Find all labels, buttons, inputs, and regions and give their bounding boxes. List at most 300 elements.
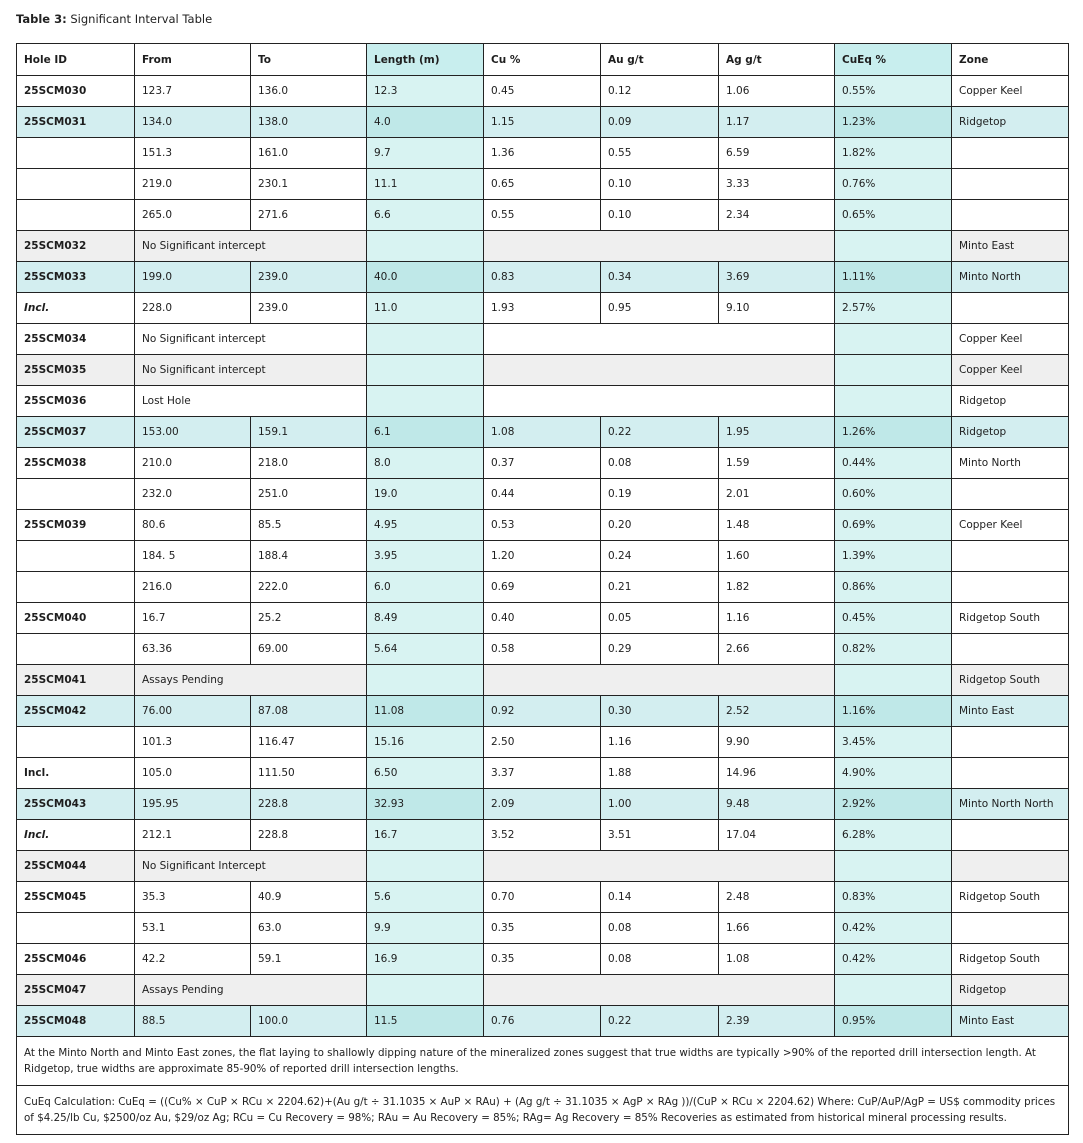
cell-empty-assays [484,231,835,262]
cell-from: 151.3 [135,138,251,169]
cell-to: 138.0 [251,107,367,138]
cell-to: 218.0 [251,448,367,479]
cell-ag: 1.08 [719,944,835,975]
cell-hole-id: 25SCM032 [17,231,135,262]
cell-length: 16.9 [367,944,484,975]
cell-zone: Copper Keel [952,355,1069,386]
cell-zone [952,138,1069,169]
cueq-calculation-note-row [17,1086,1069,1135]
cell-to: 25.2 [251,603,367,634]
table-row [17,231,1069,262]
cell-zone [952,758,1069,789]
cell-au: 0.12 [601,76,719,107]
cell-empty-assays [484,665,835,696]
cell-from: 16.7 [135,603,251,634]
cell-ag: 1.16 [719,603,835,634]
table-row [17,1006,1069,1037]
cell-hole-id: 25SCM036 [17,386,135,417]
cell-cu: 2.09 [484,789,601,820]
cell-au: 0.21 [601,572,719,603]
cell-from: 228.0 [135,293,251,324]
cell-to: 222.0 [251,572,367,603]
cell-cueq: 0.82% [835,634,952,665]
cell-from: 101.3 [135,727,251,758]
header-cueq: CuEq % [835,44,952,76]
cell-cu: 0.83 [484,262,601,293]
cell-hole-id: 25SCM041 [17,665,135,696]
cell-hole-id: 25SCM042 [17,696,135,727]
header-au: Au g/t [601,44,719,76]
cell-from: 199.0 [135,262,251,293]
cell-remark: Assays Pending [135,665,367,696]
table-row [17,882,1069,913]
cell-cueq [835,324,952,355]
cell-cu: 0.58 [484,634,601,665]
cell-cu: 1.15 [484,107,601,138]
cell-zone: Ridgetop South [952,944,1069,975]
cell-length [367,665,484,696]
cell-length: 8.49 [367,603,484,634]
cell-to: 230.1 [251,169,367,200]
cell-hole-id [17,138,135,169]
cell-hole-id: 25SCM038 [17,448,135,479]
cell-cueq [835,975,952,1006]
table-row [17,727,1069,758]
cell-to: 85.5 [251,510,367,541]
header-hole-id: Hole ID [17,44,135,76]
cell-ag: 2.01 [719,479,835,510]
cell-length [367,975,484,1006]
cell-ag: 17.04 [719,820,835,851]
cell-length: 19.0 [367,479,484,510]
cell-length: 6.50 [367,758,484,789]
cell-length [367,355,484,386]
cell-remark: No Significant intercept [135,324,367,355]
cell-au: 0.20 [601,510,719,541]
cell-from: 35.3 [135,882,251,913]
table-row [17,696,1069,727]
cell-ag: 14.96 [719,758,835,789]
cell-hole-id: 25SCM044 [17,851,135,882]
table-title-text: Significant Interval Table [66,12,213,26]
table-row [17,200,1069,231]
cell-to: 100.0 [251,1006,367,1037]
cell-cu: 0.70 [484,882,601,913]
cell-hole-id: 25SCM039 [17,510,135,541]
cell-au: 0.10 [601,200,719,231]
table-row [17,634,1069,665]
cell-empty-assays [484,324,835,355]
cell-au: 0.08 [601,944,719,975]
cell-au: 0.10 [601,169,719,200]
cell-ag: 3.69 [719,262,835,293]
cell-cu: 0.92 [484,696,601,727]
cell-cu: 0.35 [484,944,601,975]
cell-hole-id: 25SCM031 [17,107,135,138]
cell-length: 5.64 [367,634,484,665]
cell-hole-id: 25SCM047 [17,975,135,1006]
cell-cu: 0.45 [484,76,601,107]
cell-empty-assays [484,851,835,882]
cell-cu: 0.40 [484,603,601,634]
cell-hole-id [17,913,135,944]
cell-length: 11.08 [367,696,484,727]
cell-ag: 1.48 [719,510,835,541]
cell-cueq: 0.45% [835,603,952,634]
cell-from: 265.0 [135,200,251,231]
cell-ag: 1.82 [719,572,835,603]
cell-ag: 1.59 [719,448,835,479]
cell-cueq [835,231,952,262]
cell-zone [952,479,1069,510]
table-row [17,851,1069,882]
cell-cueq: 3.45% [835,727,952,758]
table-row [17,758,1069,789]
cell-cu: 1.36 [484,138,601,169]
cell-from: 76.00 [135,696,251,727]
cell-hole-id [17,727,135,758]
cell-remark: Assays Pending [135,975,367,1006]
cell-to: 40.9 [251,882,367,913]
cell-ag: 2.34 [719,200,835,231]
cell-hole-id [17,634,135,665]
table-row [17,603,1069,634]
cell-zone: Ridgetop South [952,882,1069,913]
cell-ag: 2.48 [719,882,835,913]
cell-from: 63.36 [135,634,251,665]
cell-ag: 2.52 [719,696,835,727]
cell-to: 239.0 [251,262,367,293]
cell-cu: 3.52 [484,820,601,851]
table-row [17,262,1069,293]
cell-length: 9.7 [367,138,484,169]
cell-zone: Minto North [952,448,1069,479]
cell-zone: Minto East [952,1006,1069,1037]
cell-length: 12.3 [367,76,484,107]
cell-length [367,386,484,417]
cueq-calculation-note: CuEq Calculation: CuEq = ((Cu% × CuP × RCu × 2204.62)+(Au g/t ÷ 31.1035 × AuP × RAu) + (Ag g/t ÷ 31.1035 × AgP × RAg ))/(CuP × RCu × 2204.62) Where: CuP/AuP/AgP = US$ commodity prices of $4.25/lb Cu, $2500/oz Au, $29/oz Ag; RCu = Cu Recovery = 98%; RAu = Au Recovery = 85%; RAg= Ag Recovery = 85% Recoveries as estimated from historical mineral processing results. [17,1086,1069,1135]
cell-hole-id: 25SCM043 [17,789,135,820]
cell-cueq: 0.76% [835,169,952,200]
table-row [17,448,1069,479]
cell-length: 8.0 [367,448,484,479]
table-row [17,975,1069,1006]
cell-from: 134.0 [135,107,251,138]
cell-remark: No Significant Intercept [135,851,367,882]
cell-cueq: 4.90% [835,758,952,789]
cell-cu: 0.35 [484,913,601,944]
cell-au: 0.22 [601,417,719,448]
header-cu: Cu % [484,44,601,76]
cell-cueq: 1.26% [835,417,952,448]
cell-length: 9.9 [367,913,484,944]
cell-to: 251.0 [251,479,367,510]
cell-hole-id: 25SCM033 [17,262,135,293]
cell-ag: 2.66 [719,634,835,665]
cell-cu: 0.65 [484,169,601,200]
cell-to: 159.1 [251,417,367,448]
table-row [17,510,1069,541]
table-row [17,913,1069,944]
cell-cu: 1.93 [484,293,601,324]
cell-cueq: 0.44% [835,448,952,479]
cell-ag: 1.95 [719,417,835,448]
cell-length: 11.0 [367,293,484,324]
cell-zone: Minto North [952,262,1069,293]
cell-au: 0.22 [601,1006,719,1037]
cell-cu: 0.55 [484,200,601,231]
cell-ag: 1.66 [719,913,835,944]
cell-zone [952,851,1069,882]
cell-to: 271.6 [251,200,367,231]
cell-cueq [835,386,952,417]
cell-hole-id: Incl. [17,820,135,851]
table-row [17,417,1069,448]
cell-length [367,851,484,882]
cell-cu: 0.69 [484,572,601,603]
cell-length [367,324,484,355]
header-length: Length (m) [367,44,484,76]
cell-length: 5.6 [367,882,484,913]
cell-au: 1.16 [601,727,719,758]
cell-au: 1.88 [601,758,719,789]
table-row [17,138,1069,169]
cell-to: 111.50 [251,758,367,789]
table-row [17,944,1069,975]
cell-zone [952,541,1069,572]
cell-length: 11.1 [367,169,484,200]
cell-au: 0.34 [601,262,719,293]
cell-length: 6.0 [367,572,484,603]
cell-zone: Copper Keel [952,510,1069,541]
cell-to: 228.8 [251,820,367,851]
cell-from: 184. 5 [135,541,251,572]
cell-au: 0.14 [601,882,719,913]
cell-cueq: 1.82% [835,138,952,169]
cell-from: 88.5 [135,1006,251,1037]
cell-zone: Ridgetop [952,107,1069,138]
cell-hole-id: 25SCM045 [17,882,135,913]
cell-cu: 0.37 [484,448,601,479]
cell-to: 63.0 [251,913,367,944]
cell-hole-id [17,572,135,603]
cell-ag: 1.60 [719,541,835,572]
cell-au: 0.29 [601,634,719,665]
cell-cueq: 1.39% [835,541,952,572]
cell-from: 42.2 [135,944,251,975]
cell-from: 232.0 [135,479,251,510]
cell-zone: Copper Keel [952,76,1069,107]
table-row [17,355,1069,386]
significant-interval-table [16,43,1069,1135]
cell-cueq: 0.69% [835,510,952,541]
cell-length: 16.7 [367,820,484,851]
header-zone: Zone [952,44,1069,76]
cell-hole-id: 25SCM035 [17,355,135,386]
cell-empty-assays [484,355,835,386]
cell-ag: 1.17 [719,107,835,138]
cell-hole-id: 25SCM034 [17,324,135,355]
cell-cueq: 0.60% [835,479,952,510]
cell-ag: 9.48 [719,789,835,820]
cell-from: 53.1 [135,913,251,944]
cell-zone [952,634,1069,665]
cell-length: 40.0 [367,262,484,293]
cell-au: 0.08 [601,913,719,944]
cell-ag: 1.06 [719,76,835,107]
cell-to: 59.1 [251,944,367,975]
table-header-row [17,44,1069,76]
table-row [17,76,1069,107]
cell-length: 6.1 [367,417,484,448]
cell-cueq: 1.23% [835,107,952,138]
cell-au: 1.00 [601,789,719,820]
table-row [17,820,1069,851]
cell-hole-id: 25SCM048 [17,1006,135,1037]
cell-zone [952,820,1069,851]
cell-hole-id: Incl. [17,758,135,789]
cell-length: 4.95 [367,510,484,541]
header-ag: Ag g/t [719,44,835,76]
cell-ag: 9.10 [719,293,835,324]
cell-zone: Ridgetop [952,417,1069,448]
cell-zone: Minto North North [952,789,1069,820]
cell-hole-id: 25SCM040 [17,603,135,634]
cell-ag: 2.39 [719,1006,835,1037]
table-title [16,12,212,26]
table-row [17,107,1069,138]
cell-to: 87.08 [251,696,367,727]
cell-cueq: 2.92% [835,789,952,820]
header-to: To [251,44,367,76]
cell-hole-id [17,200,135,231]
cell-to: 188.4 [251,541,367,572]
table-title-number: Table 3: [16,12,67,26]
cell-zone [952,913,1069,944]
cell-remark: No Significant intercept [135,231,367,262]
cell-length: 11.5 [367,1006,484,1037]
cell-from: 212.1 [135,820,251,851]
cell-hole-id: 25SCM030 [17,76,135,107]
true-width-note: At the Minto North and Minto East zones, the flat laying to shallowly dipping nature of the mineralized zones suggest that true widths are typically >90% of the reported drill intersection length. At Ridgetop, true widths are approximate 85-90% of reported drill intersection lengths. [17,1037,1069,1086]
cell-zone [952,169,1069,200]
cell-length: 6.6 [367,200,484,231]
table-row [17,789,1069,820]
table-row [17,324,1069,355]
cell-cueq: 0.65% [835,200,952,231]
header-from: From [135,44,251,76]
cell-zone: Ridgetop South [952,665,1069,696]
cell-cu: 3.37 [484,758,601,789]
cell-to: 239.0 [251,293,367,324]
cell-remark: Lost Hole [135,386,367,417]
cell-cueq: 0.86% [835,572,952,603]
cell-ag: 9.90 [719,727,835,758]
cell-cueq: 1.16% [835,696,952,727]
cell-cueq: 0.42% [835,913,952,944]
cell-length: 4.0 [367,107,484,138]
cell-au: 3.51 [601,820,719,851]
table-row [17,169,1069,200]
cell-to: 116.47 [251,727,367,758]
cell-from: 219.0 [135,169,251,200]
cell-cueq: 0.42% [835,944,952,975]
cell-cu: 1.20 [484,541,601,572]
cell-cueq [835,851,952,882]
cell-length: 32.93 [367,789,484,820]
cell-cu: 2.50 [484,727,601,758]
cell-zone: Copper Keel [952,324,1069,355]
cell-to: 69.00 [251,634,367,665]
cell-hole-id [17,169,135,200]
cell-ag: 3.33 [719,169,835,200]
cell-from: 105.0 [135,758,251,789]
cell-au: 0.08 [601,448,719,479]
cell-from: 123.7 [135,76,251,107]
cell-cueq: 2.57% [835,293,952,324]
table-body [17,76,1069,1037]
cell-cueq [835,355,952,386]
cell-cueq: 0.95% [835,1006,952,1037]
cell-from: 80.6 [135,510,251,541]
table-row [17,293,1069,324]
cell-hole-id: 25SCM046 [17,944,135,975]
cell-ag: 6.59 [719,138,835,169]
cell-cueq: 1.11% [835,262,952,293]
table-row [17,479,1069,510]
cell-cueq [835,665,952,696]
cell-zone: Ridgetop [952,975,1069,1006]
cell-remark: No Significant intercept [135,355,367,386]
cell-cu: 0.44 [484,479,601,510]
table-row [17,665,1069,696]
cell-to: 161.0 [251,138,367,169]
cell-au: 0.05 [601,603,719,634]
table-row [17,386,1069,417]
cell-length: 15.16 [367,727,484,758]
cell-length: 3.95 [367,541,484,572]
cell-zone [952,572,1069,603]
cell-hole-id [17,479,135,510]
cell-cueq: 0.83% [835,882,952,913]
cell-au: 0.19 [601,479,719,510]
cell-hole-id: 25SCM037 [17,417,135,448]
cell-from: 210.0 [135,448,251,479]
cell-from: 216.0 [135,572,251,603]
cell-empty-assays [484,386,835,417]
cell-hole-id: Incl. [17,293,135,324]
cell-au: 0.55 [601,138,719,169]
cell-from: 153.00 [135,417,251,448]
table-row [17,572,1069,603]
cell-to: 136.0 [251,76,367,107]
cell-au: 0.95 [601,293,719,324]
cell-cueq: 6.28% [835,820,952,851]
cell-cu: 0.53 [484,510,601,541]
true-width-note-row [17,1037,1069,1086]
cell-hole-id [17,541,135,572]
cell-zone: Minto East [952,231,1069,262]
cell-zone: Minto East [952,696,1069,727]
cell-cueq: 0.55% [835,76,952,107]
cell-cu: 0.76 [484,1006,601,1037]
cell-zone: Ridgetop South [952,603,1069,634]
cell-zone [952,200,1069,231]
cell-zone [952,727,1069,758]
cell-au: 0.30 [601,696,719,727]
cell-zone [952,293,1069,324]
cell-to: 228.8 [251,789,367,820]
